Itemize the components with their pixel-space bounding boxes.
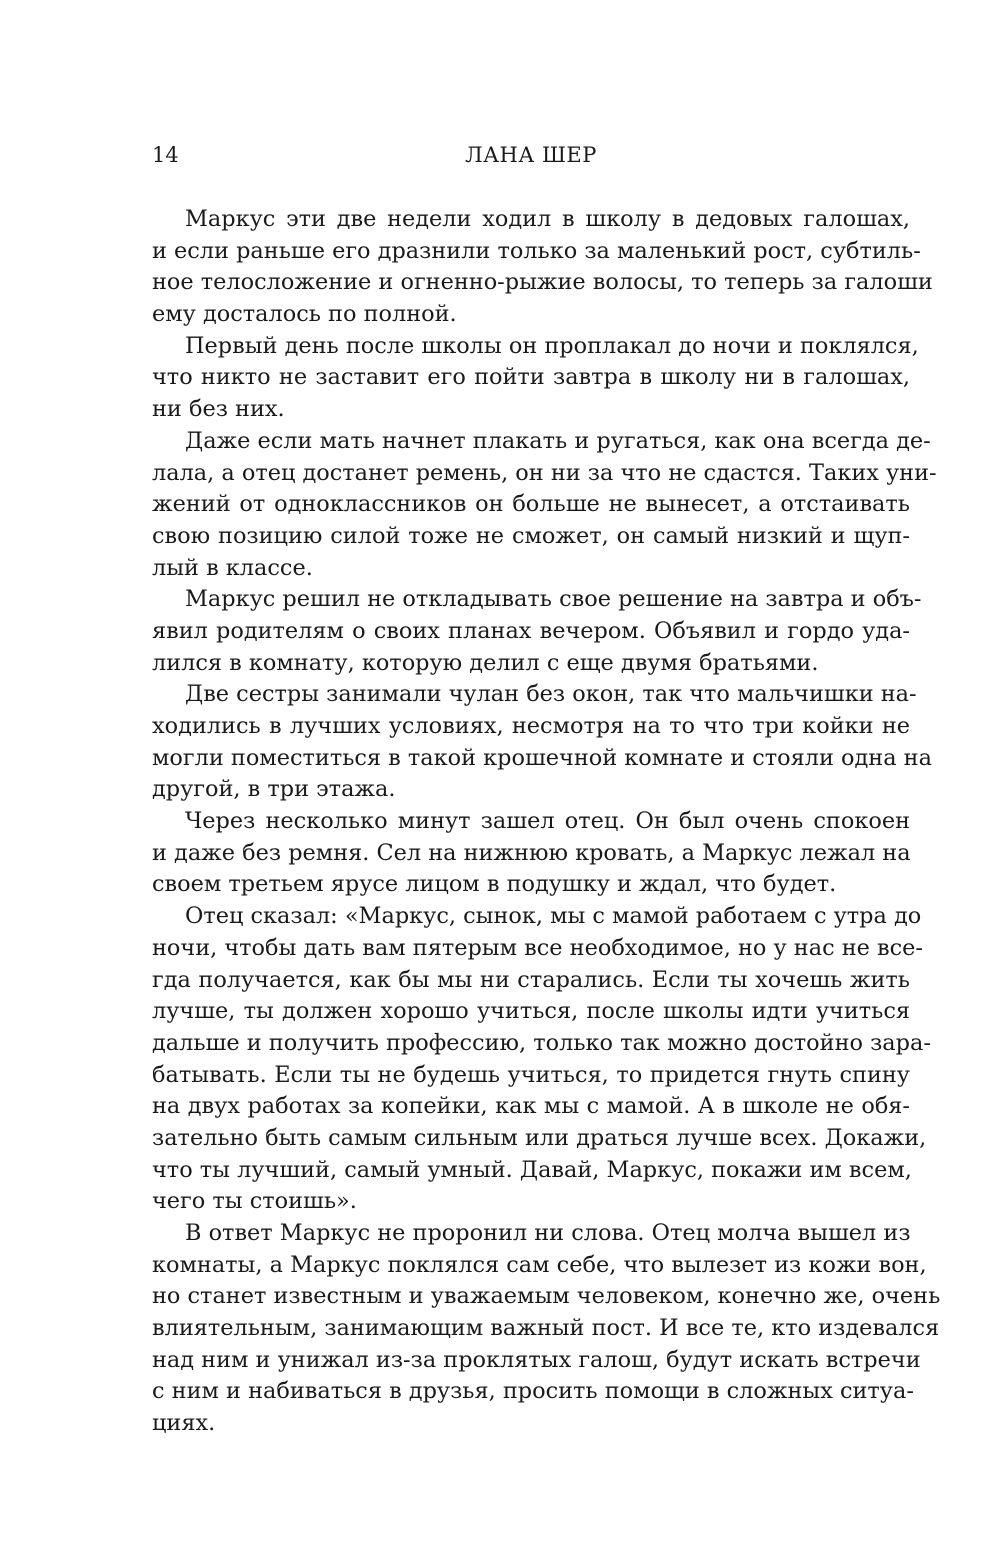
text-line: лый в классе. [152,554,313,581]
text-line: на двух работах за копейки, как мы с мамой. А в школе не обя- [152,1093,910,1120]
text-line: что никто не заставит его пойти завтра в школу ни в галошах, [152,364,910,391]
text-line: лился в комнату, которую делил с еще двумя братьями. [152,649,819,676]
text-line: что ты лучший, самый умный. Давай, Маркус, покажи им всем, [152,1156,912,1183]
paragraph [152,806,910,901]
text-line: но станет известным и уважаемым человеком, конечно же, очень [152,1283,941,1310]
text-line: Отец сказал: «Маркус, сынок, мы с мамой работаем с утра до [185,903,922,930]
text-line: В ответ Маркус не проронил ни слова. Отец молча вышел из [185,1220,911,1246]
text-line: Даже если мать начнет плакать и ругаться, как она всегда де- [185,427,931,454]
text-line: и даже без ремня. Сел на нижнюю кровать, а Маркус лежал на [152,839,911,866]
text-line: батывать. Если ты не будешь учиться, то придется гнуть спину [152,1061,910,1088]
text-line: своем третьем ярусе лицом в подушку и ждал, что будет. [152,871,837,898]
text-line: дальше и получить профессию, только так можно достойно зара- [152,1029,931,1056]
body-text [152,204,941,1440]
text-line: свою позицию силой тоже не сможет, он самый низкий и щуп- [152,522,910,549]
text-line: чего ты стоишь». [152,1188,357,1215]
text-line: циях. [152,1410,216,1437]
page-number: 14 [152,143,179,167]
text-line: Первый день после школы он проплакал до ночи и поклялся, [185,332,919,359]
paragraph [152,901,931,1218]
text-line: Через несколько минут зашел отец. Он был очень спокоен [185,808,910,835]
running-title: ЛАНА ШЕР [465,143,597,167]
text-line: лучше, ты должен хорошо учиться, после школы идти учиться [152,998,910,1025]
text-line: Маркус решил не откладывать свое решение на завтра и объ- [185,586,922,613]
paragraph [152,426,937,584]
text-line: ходились в лучших условиях, несмотря на то что три койки не [152,713,910,739]
text-line: и если раньше его дразнили только за маленький рост, субтиль- [152,237,921,264]
text-line: жений от одноклассников он больше не вынесет, а отстаивать [152,491,910,518]
text-line: ему досталось по полной. [152,301,457,328]
text-line: другой, в три этажа. [152,776,396,803]
page-header [152,140,910,170]
text-line: комнаты, а Маркус поклялся сам себе, что вылезет из кожи вон, [152,1251,927,1278]
text-line: ное телосложение и огненно-рыжие волосы, то теперь за галоши [152,269,933,296]
text-line: зательно быть самым сильным или драться лучше всех. Докажи, [152,1124,927,1151]
text-line: над ним и унижал из-за проклятых галош, будут искать встречи [152,1346,921,1373]
text-line: с ним и набиваться в друзья, просить помощи в сложных ситуа- [152,1378,914,1405]
paragraph [152,1218,941,1440]
paragraph [152,331,919,426]
text-line: явил родителям о своих планах вечером. Объявил и гордо уда- [152,617,910,644]
text-line: Две сестры занимали чулан без окон, так что мальчишки на- [185,681,917,708]
text-line: ночи, чтобы дать вам пятерым все необходимое, но у нас не все- [152,934,923,961]
paragraph [152,584,922,679]
paragraph [152,679,932,806]
text-line: Маркус эти две недели ходил в школу в дедовых галошах, [185,206,910,232]
text-line: могли поместиться в такой крошечной комнате и стояли одна на [152,744,932,771]
text-line: гда получается, как бы мы ни старались. Если ты хочешь жить [152,966,910,993]
text-line: ни без них. [152,396,285,423]
text-line: влиятельным, занимающим важный пост. И все те, кто издевался [152,1315,940,1342]
text-line: лала, а отец достанет ремень, он ни за что не сдастся. Таких уни- [152,459,937,486]
paragraph [152,204,933,331]
